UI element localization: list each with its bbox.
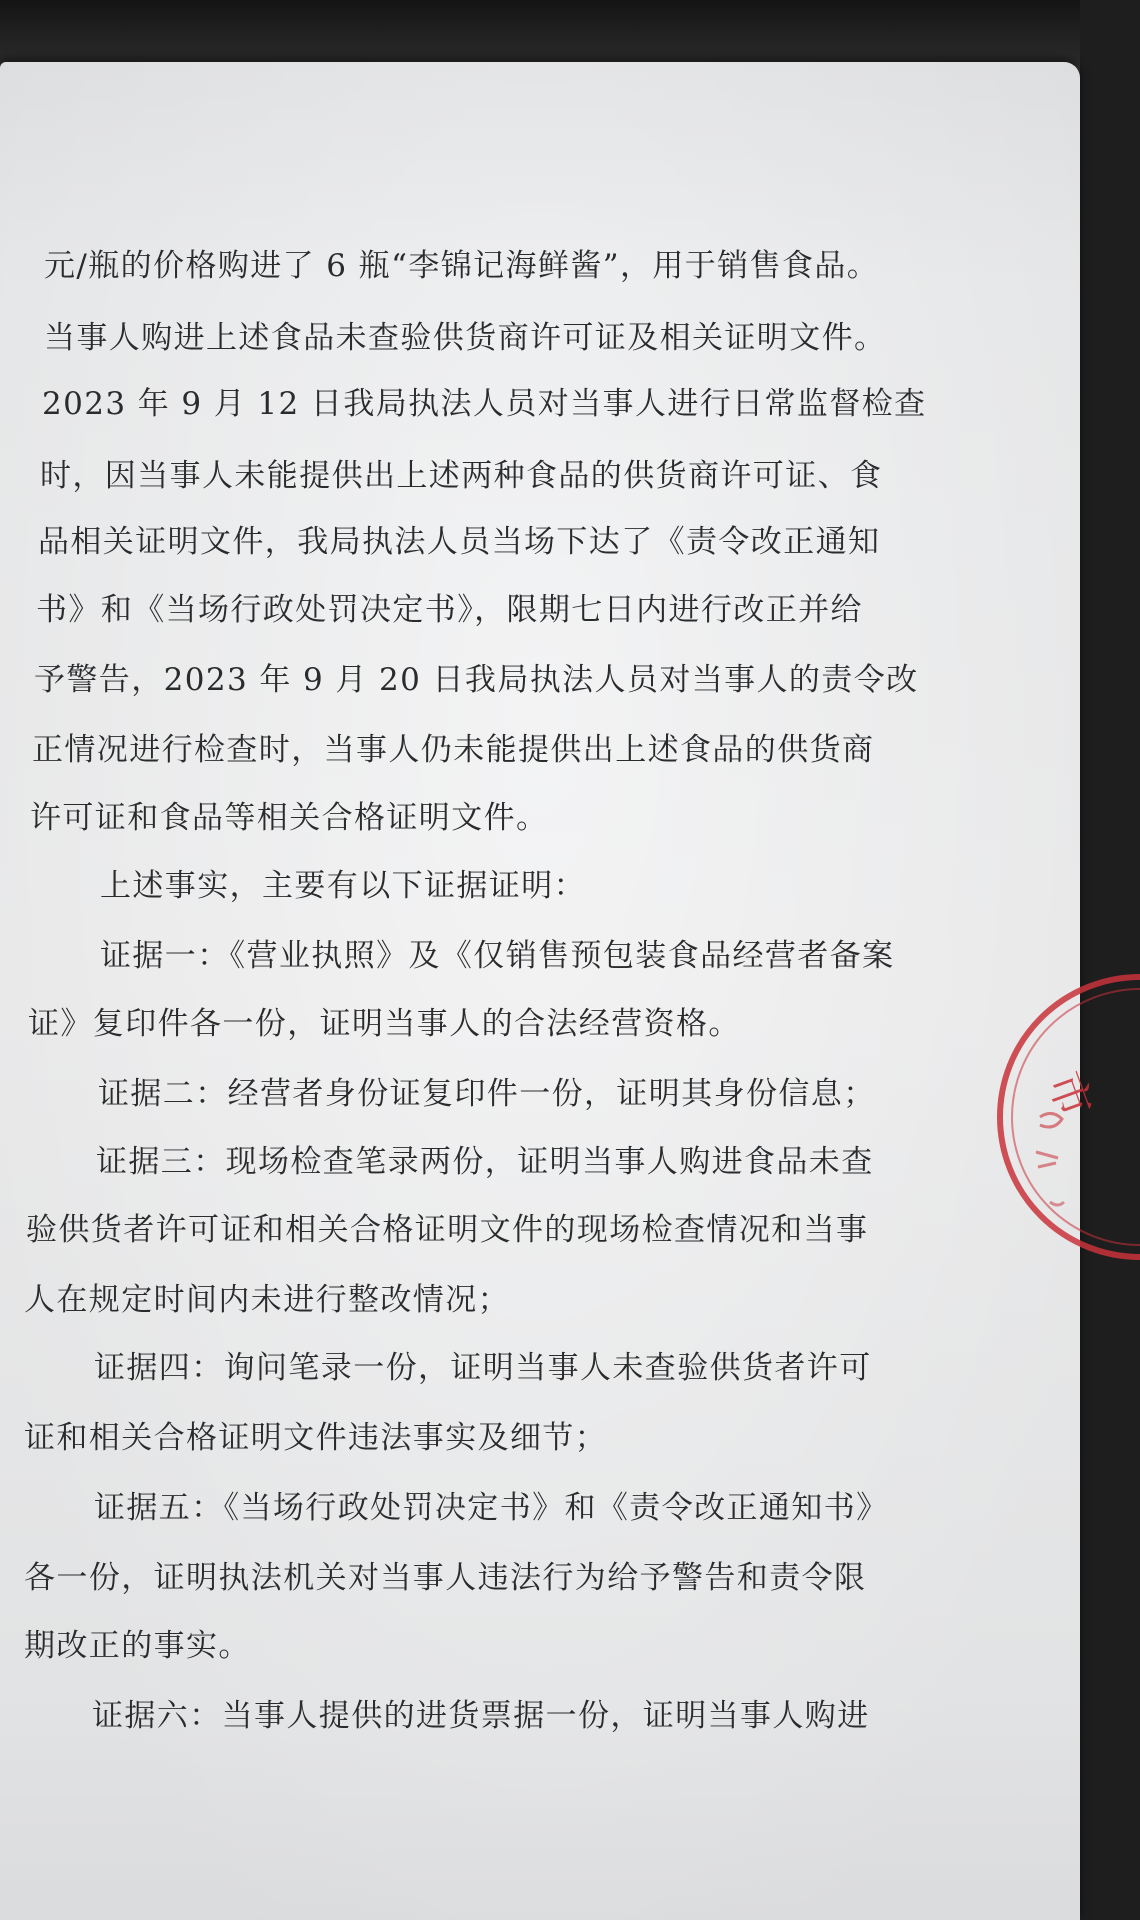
text-line: 证据四：询问笔录一份，证明当事人未查验供货者许可	[94, 1350, 872, 1386]
text-line: 证据五：《当场行政处罚决定书》和《责令改正通知书》	[94, 1490, 889, 1526]
text-line: 品相关证明文件，我局执法人员当场下达了《责令改正通知	[38, 524, 881, 560]
text-line: 当事人购进上述食品未查验供货商许可证及相关证明文件。	[44, 320, 887, 356]
text-line: 上述事实，主要有以下证据证明：	[100, 868, 586, 904]
text-line: 许可证和食品等相关合格证明文件。	[30, 800, 549, 836]
paper-page	[0, 62, 1101, 1920]
text-line: 时，因当事人未能提供出上述两种食品的供货商许可证、食	[40, 458, 883, 494]
text-line: 证据三：现场检查笔录两份，证明当事人购进食品未查	[96, 1144, 874, 1180]
text-line: 2023 年 9 月 12 日我局执法人员对当事人进行日常监督检查	[42, 386, 927, 422]
text-line: 人在规定时间内未进行整改情况；	[24, 1282, 510, 1318]
text-line: 证据二：经营者身份证复印件一份，证明其身份信息；	[98, 1076, 876, 1112]
text-line: 证》复印件各一份，证明当事人的合法经营资格。	[28, 1006, 741, 1042]
text-line: 验供货者许可证和相关合格证明文件的现场检查情况和当事	[26, 1212, 869, 1248]
text-line: 证据六：当事人提供的进货票据一份，证明当事人购进	[92, 1698, 870, 1734]
text-line: 证据一：《营业执照》及《仅销售预包装食品经营者备案	[100, 938, 895, 974]
text-line: 元/瓶的价格购进了 6 瓶“李锦记海鲜酱”，用于销售食品。	[44, 248, 880, 284]
text-line: 期改正的事实。	[24, 1628, 251, 1664]
text-line: 各一份，证明执法机关对当事人违法行为给予警告和责令限	[24, 1560, 867, 1596]
text-line: 证和相关合格证明文件违法事实及细节；	[24, 1420, 608, 1456]
seal-character: 市	[1037, 1065, 1101, 1125]
text-line: 正情况进行检查时，当事人仍未能提供出上述食品的供货商	[32, 732, 875, 768]
document-body	[24, 62, 1064, 1920]
text-line: 书》和《当场行政处罚决定书》，限期七日内进行改正并给	[36, 592, 863, 628]
text-line: 予警告，2023 年 9 月 20 日我局执法人员对当事人的责令改	[34, 662, 919, 698]
